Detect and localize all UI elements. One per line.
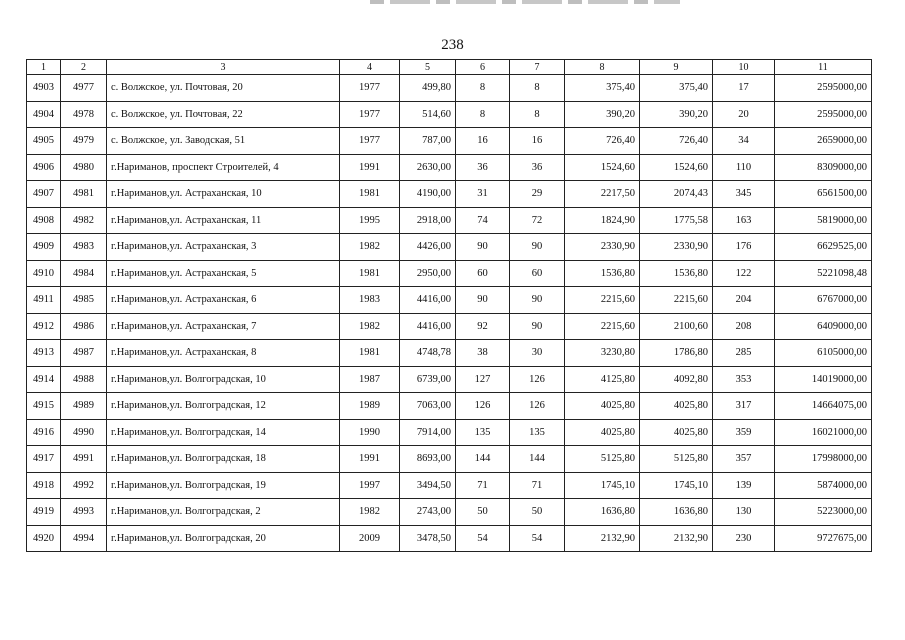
cell-area-living: 1745,10 bbox=[565, 472, 640, 499]
cell-address: г.Нариманов,ул. Волгоградская, 12 bbox=[107, 393, 340, 420]
cell-cost: 14664075,00 bbox=[775, 393, 872, 420]
cell-area-col9: 2330,90 bbox=[640, 234, 713, 261]
table-row bbox=[27, 181, 872, 208]
cell-record-id: 4907 bbox=[27, 181, 61, 208]
table-row bbox=[27, 101, 872, 128]
cell-residents: 357 bbox=[713, 446, 775, 473]
cell-code: 4991 bbox=[61, 446, 107, 473]
cell-area-total: 6739,00 bbox=[400, 366, 456, 393]
cell-col-7: 36 bbox=[510, 154, 565, 181]
cell-residents: 163 bbox=[713, 207, 775, 234]
table-row bbox=[27, 313, 872, 340]
cell-area-living: 390,20 bbox=[565, 101, 640, 128]
cell-code: 4993 bbox=[61, 499, 107, 526]
cell-record-id: 4914 bbox=[27, 366, 61, 393]
cell-year: 1982 bbox=[340, 313, 400, 340]
column-header-1: 1 bbox=[27, 60, 61, 75]
cell-area-total: 4190,00 bbox=[400, 181, 456, 208]
cell-area-col9: 4025,80 bbox=[640, 419, 713, 446]
cell-year: 1982 bbox=[340, 234, 400, 261]
cell-area-living: 726,40 bbox=[565, 128, 640, 155]
column-header-6: 6 bbox=[456, 60, 510, 75]
cell-year: 1981 bbox=[340, 260, 400, 287]
cell-cost: 6767000,00 bbox=[775, 287, 872, 314]
column-header-3: 3 bbox=[107, 60, 340, 75]
cell-col-6: 135 bbox=[456, 419, 510, 446]
cell-area-living: 1824,90 bbox=[565, 207, 640, 234]
cell-col-6: 50 bbox=[456, 499, 510, 526]
cell-area-col9: 726,40 bbox=[640, 128, 713, 155]
table-row bbox=[27, 419, 872, 446]
cell-col-7: 126 bbox=[510, 393, 565, 420]
cell-col-6: 92 bbox=[456, 313, 510, 340]
cell-code: 4980 bbox=[61, 154, 107, 181]
column-header-7: 7 bbox=[510, 60, 565, 75]
cell-col-7: 90 bbox=[510, 313, 565, 340]
cell-area-living: 2215,60 bbox=[565, 287, 640, 314]
cell-residents: 208 bbox=[713, 313, 775, 340]
cell-area-total: 2918,00 bbox=[400, 207, 456, 234]
cell-residents: 176 bbox=[713, 234, 775, 261]
cell-record-id: 4906 bbox=[27, 154, 61, 181]
cell-year: 1991 bbox=[340, 446, 400, 473]
cell-cost: 9727675,00 bbox=[775, 525, 872, 552]
cell-record-id: 4916 bbox=[27, 419, 61, 446]
cell-residents: 122 bbox=[713, 260, 775, 287]
table-row bbox=[27, 260, 872, 287]
cell-col-6: 38 bbox=[456, 340, 510, 367]
cell-record-id: 4905 bbox=[27, 128, 61, 155]
cell-record-id: 4912 bbox=[27, 313, 61, 340]
cell-code: 4985 bbox=[61, 287, 107, 314]
cell-cost: 17998000,00 bbox=[775, 446, 872, 473]
cell-col-7: 8 bbox=[510, 75, 565, 102]
cell-area-total: 4416,00 bbox=[400, 287, 456, 314]
cell-area-total: 4748,78 bbox=[400, 340, 456, 367]
cell-record-id: 4909 bbox=[27, 234, 61, 261]
cell-cost: 6561500,00 bbox=[775, 181, 872, 208]
cell-year: 1987 bbox=[340, 366, 400, 393]
cell-residents: 130 bbox=[713, 499, 775, 526]
cell-cost: 6409000,00 bbox=[775, 313, 872, 340]
cell-address: г.Нариманов,ул. Астраханская, 8 bbox=[107, 340, 340, 367]
table-row bbox=[27, 499, 872, 526]
cell-record-id: 4904 bbox=[27, 101, 61, 128]
table-row bbox=[27, 287, 872, 314]
cell-area-col9: 5125,80 bbox=[640, 446, 713, 473]
cell-address: г.Нариманов,ул. Астраханская, 7 bbox=[107, 313, 340, 340]
cell-col-7: 72 bbox=[510, 207, 565, 234]
column-header-11: 11 bbox=[775, 60, 872, 75]
cell-area-total: 3478,50 bbox=[400, 525, 456, 552]
cell-residents: 345 bbox=[713, 181, 775, 208]
cell-residents: 230 bbox=[713, 525, 775, 552]
cell-area-total: 8693,00 bbox=[400, 446, 456, 473]
cell-year: 1990 bbox=[340, 419, 400, 446]
cell-address: г.Нариманов,ул. Волгоградская, 20 bbox=[107, 525, 340, 552]
cell-area-living: 4025,80 bbox=[565, 393, 640, 420]
cell-col-7: 90 bbox=[510, 287, 565, 314]
cell-year: 1991 bbox=[340, 154, 400, 181]
cell-col-6: 31 bbox=[456, 181, 510, 208]
cell-col-6: 90 bbox=[456, 287, 510, 314]
cell-address: г.Нариманов, проспект Строителей, 4 bbox=[107, 154, 340, 181]
cell-address: с. Волжское, ул. Почтовая, 20 bbox=[107, 75, 340, 102]
cell-area-col9: 1775,58 bbox=[640, 207, 713, 234]
cell-area-living: 2215,60 bbox=[565, 313, 640, 340]
cell-year: 1983 bbox=[340, 287, 400, 314]
cell-cost: 6629525,00 bbox=[775, 234, 872, 261]
cell-record-id: 4903 bbox=[27, 75, 61, 102]
cell-col-7: 90 bbox=[510, 234, 565, 261]
cell-code: 4988 bbox=[61, 366, 107, 393]
cell-cost: 5819000,00 bbox=[775, 207, 872, 234]
cell-code: 4977 bbox=[61, 75, 107, 102]
table-row bbox=[27, 472, 872, 499]
cell-area-living: 5125,80 bbox=[565, 446, 640, 473]
cell-address: с. Волжское, ул. Почтовая, 22 bbox=[107, 101, 340, 128]
cell-residents: 20 bbox=[713, 101, 775, 128]
cell-code: 4979 bbox=[61, 128, 107, 155]
cell-year: 2009 bbox=[340, 525, 400, 552]
table-row bbox=[27, 75, 872, 102]
cell-area-total: 7914,00 bbox=[400, 419, 456, 446]
table-row bbox=[27, 154, 872, 181]
cell-col-6: 144 bbox=[456, 446, 510, 473]
table-row bbox=[27, 207, 872, 234]
cell-address: г.Нариманов,ул. Астраханская, 5 bbox=[107, 260, 340, 287]
cell-area-living: 4125,80 bbox=[565, 366, 640, 393]
cell-col-7: 16 bbox=[510, 128, 565, 155]
cell-year: 1997 bbox=[340, 472, 400, 499]
cell-area-col9: 4025,80 bbox=[640, 393, 713, 420]
cell-col-6: 127 bbox=[456, 366, 510, 393]
cell-year: 1977 bbox=[340, 101, 400, 128]
cell-record-id: 4919 bbox=[27, 499, 61, 526]
cell-area-col9: 1536,80 bbox=[640, 260, 713, 287]
cell-area-total: 4416,00 bbox=[400, 313, 456, 340]
cell-col-7: 126 bbox=[510, 366, 565, 393]
cell-address: г.Нариманов,ул. Волгоградская, 19 bbox=[107, 472, 340, 499]
cell-record-id: 4917 bbox=[27, 446, 61, 473]
cell-area-col9: 2215,60 bbox=[640, 287, 713, 314]
cell-address: г.Нариманов,ул. Астраханская, 10 bbox=[107, 181, 340, 208]
cell-address: г.Нариманов,ул. Астраханская, 3 bbox=[107, 234, 340, 261]
cell-area-living: 1536,80 bbox=[565, 260, 640, 287]
cell-address: г.Нариманов,ул. Волгоградская, 14 bbox=[107, 419, 340, 446]
cell-year: 1995 bbox=[340, 207, 400, 234]
cell-area-total: 7063,00 bbox=[400, 393, 456, 420]
cell-col-7: 144 bbox=[510, 446, 565, 473]
column-header-5: 5 bbox=[400, 60, 456, 75]
cell-area-total: 4426,00 bbox=[400, 234, 456, 261]
cell-cost: 2659000,00 bbox=[775, 128, 872, 155]
cell-area-living: 2217,50 bbox=[565, 181, 640, 208]
cell-code: 4989 bbox=[61, 393, 107, 420]
cell-col-6: 71 bbox=[456, 472, 510, 499]
cell-residents: 285 bbox=[713, 340, 775, 367]
cell-col-6: 74 bbox=[456, 207, 510, 234]
cell-code: 4994 bbox=[61, 525, 107, 552]
cell-col-7: 50 bbox=[510, 499, 565, 526]
cell-residents: 353 bbox=[713, 366, 775, 393]
table-row bbox=[27, 446, 872, 473]
cell-col-7: 30 bbox=[510, 340, 565, 367]
cell-area-living: 2330,90 bbox=[565, 234, 640, 261]
cell-area-col9: 1636,80 bbox=[640, 499, 713, 526]
cell-area-col9: 2100,60 bbox=[640, 313, 713, 340]
cell-col-6: 16 bbox=[456, 128, 510, 155]
cell-cost: 5874000,00 bbox=[775, 472, 872, 499]
cell-col-7: 60 bbox=[510, 260, 565, 287]
cell-year: 1982 bbox=[340, 499, 400, 526]
cell-area-col9: 2132,90 bbox=[640, 525, 713, 552]
cell-area-living: 1524,60 bbox=[565, 154, 640, 181]
column-header-8: 8 bbox=[565, 60, 640, 75]
cell-area-total: 3494,50 bbox=[400, 472, 456, 499]
cell-area-total: 2950,00 bbox=[400, 260, 456, 287]
cell-residents: 139 bbox=[713, 472, 775, 499]
cell-address: г.Нариманов,ул. Волгоградская, 2 bbox=[107, 499, 340, 526]
cell-col-6: 126 bbox=[456, 393, 510, 420]
cell-area-col9: 4092,80 bbox=[640, 366, 713, 393]
cell-area-living: 4025,80 bbox=[565, 419, 640, 446]
cell-col-6: 8 bbox=[456, 75, 510, 102]
cell-area-col9: 390,20 bbox=[640, 101, 713, 128]
cell-residents: 17 bbox=[713, 75, 775, 102]
cell-area-total: 514,60 bbox=[400, 101, 456, 128]
cell-area-total: 2743,00 bbox=[400, 499, 456, 526]
table-row bbox=[27, 525, 872, 552]
cell-code: 4990 bbox=[61, 419, 107, 446]
cell-area-col9: 1524,60 bbox=[640, 154, 713, 181]
cell-code: 4982 bbox=[61, 207, 107, 234]
cell-area-living: 1636,80 bbox=[565, 499, 640, 526]
cell-area-col9: 1786,80 bbox=[640, 340, 713, 367]
cell-code: 4992 bbox=[61, 472, 107, 499]
cell-col-6: 90 bbox=[456, 234, 510, 261]
cell-record-id: 4915 bbox=[27, 393, 61, 420]
table-row bbox=[27, 234, 872, 261]
cell-year: 1989 bbox=[340, 393, 400, 420]
cell-record-id: 4918 bbox=[27, 472, 61, 499]
cell-area-living: 375,40 bbox=[565, 75, 640, 102]
cell-cost: 2595000,00 bbox=[775, 101, 872, 128]
cell-code: 4987 bbox=[61, 340, 107, 367]
cell-address: г.Нариманов,ул. Волгоградская, 18 bbox=[107, 446, 340, 473]
table-row bbox=[27, 393, 872, 420]
cell-code: 4983 bbox=[61, 234, 107, 261]
cell-code: 4984 bbox=[61, 260, 107, 287]
cell-code: 4978 bbox=[61, 101, 107, 128]
cell-residents: 34 bbox=[713, 128, 775, 155]
table-header-row bbox=[27, 60, 872, 75]
cell-area-col9: 2074,43 bbox=[640, 181, 713, 208]
cell-year: 1981 bbox=[340, 181, 400, 208]
cell-record-id: 4920 bbox=[27, 525, 61, 552]
cell-col-7: 135 bbox=[510, 419, 565, 446]
cell-cost: 5221098,48 bbox=[775, 260, 872, 287]
cell-col-7: 29 bbox=[510, 181, 565, 208]
cell-cost: 2595000,00 bbox=[775, 75, 872, 102]
cell-col-7: 8 bbox=[510, 101, 565, 128]
cell-area-total: 499,80 bbox=[400, 75, 456, 102]
cell-col-7: 71 bbox=[510, 472, 565, 499]
cell-area-total: 787,00 bbox=[400, 128, 456, 155]
cell-address: г.Нариманов,ул. Астраханская, 11 bbox=[107, 207, 340, 234]
cell-cost: 16021000,00 bbox=[775, 419, 872, 446]
cell-cost: 6105000,00 bbox=[775, 340, 872, 367]
cell-code: 4986 bbox=[61, 313, 107, 340]
scan-artifact-strip bbox=[370, 0, 680, 4]
cell-residents: 317 bbox=[713, 393, 775, 420]
cell-record-id: 4908 bbox=[27, 207, 61, 234]
cell-area-living: 3230,80 bbox=[565, 340, 640, 367]
cell-address: с. Волжское, ул. Заводская, 51 bbox=[107, 128, 340, 155]
cell-col-6: 8 bbox=[456, 101, 510, 128]
column-header-2: 2 bbox=[61, 60, 107, 75]
column-header-4: 4 bbox=[340, 60, 400, 75]
data-table bbox=[26, 59, 872, 552]
column-header-9: 9 bbox=[640, 60, 713, 75]
cell-code: 4981 bbox=[61, 181, 107, 208]
cell-year: 1977 bbox=[340, 128, 400, 155]
cell-area-living: 2132,90 bbox=[565, 525, 640, 552]
cell-cost: 14019000,00 bbox=[775, 366, 872, 393]
cell-area-total: 2630,00 bbox=[400, 154, 456, 181]
cell-residents: 204 bbox=[713, 287, 775, 314]
table-row bbox=[27, 128, 872, 155]
cell-area-col9: 375,40 bbox=[640, 75, 713, 102]
cell-record-id: 4913 bbox=[27, 340, 61, 367]
cell-area-col9: 1745,10 bbox=[640, 472, 713, 499]
cell-col-6: 54 bbox=[456, 525, 510, 552]
cell-record-id: 4911 bbox=[27, 287, 61, 314]
cell-residents: 110 bbox=[713, 154, 775, 181]
cell-cost: 5223000,00 bbox=[775, 499, 872, 526]
cell-col-6: 60 bbox=[456, 260, 510, 287]
table-row bbox=[27, 366, 872, 393]
cell-residents: 359 bbox=[713, 419, 775, 446]
cell-cost: 8309000,00 bbox=[775, 154, 872, 181]
cell-col-7: 54 bbox=[510, 525, 565, 552]
cell-year: 1977 bbox=[340, 75, 400, 102]
page-number: 238 bbox=[441, 37, 464, 53]
column-header-10: 10 bbox=[713, 60, 775, 75]
cell-year: 1981 bbox=[340, 340, 400, 367]
cell-address: г.Нариманов,ул. Волгоградская, 10 bbox=[107, 366, 340, 393]
cell-address: г.Нариманов,ул. Астраханская, 6 bbox=[107, 287, 340, 314]
table-row bbox=[27, 340, 872, 367]
cell-record-id: 4910 bbox=[27, 260, 61, 287]
cell-col-6: 36 bbox=[456, 154, 510, 181]
